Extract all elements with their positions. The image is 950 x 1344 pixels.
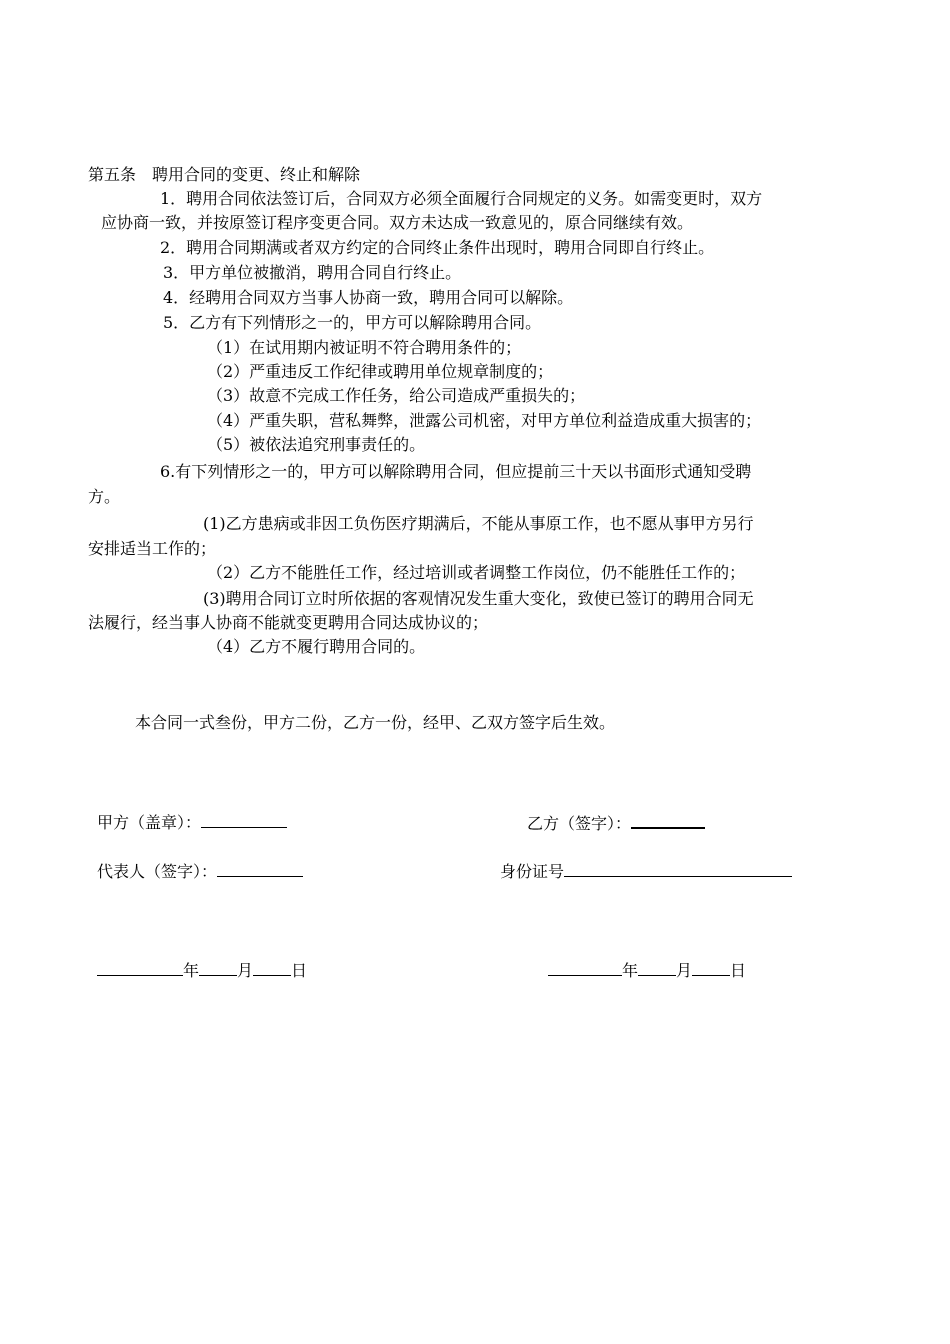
day-label: 日 (291, 961, 308, 980)
representative-signature-blank[interactable] (217, 862, 303, 877)
clause-2: 2．聘用合同期满或者双方约定的合同终止条件出现时，聘用合同即自行终止。 (160, 238, 715, 257)
representative-label: 代表人（签字）： (97, 862, 218, 881)
month-label: 月 (676, 961, 693, 980)
id-number-blank[interactable] (564, 862, 792, 877)
clause-6-line-2: 方。 (88, 487, 121, 506)
party-b-month-blank[interactable] (638, 961, 676, 976)
closing-statement: 本合同一式叁份，甲方二份，乙方一份，经甲、乙双方签字后生效。 (135, 713, 616, 732)
party-b-signature-field[interactable] (527, 813, 705, 834)
clause-5-item: （1）在试用期内被证明不符合聘用条件的； (207, 338, 522, 357)
clause-6-line-1: 6.有下列情形之一的，甲方可以解除聘用合同，但应提前三十天以书面形式通知受聘 (160, 462, 752, 481)
year-label: 年 (622, 961, 639, 980)
clause-1-line-1: 1．聘用合同依法签订后，合同双方必须全面履行合同规定的义务。如需变更时，双方 (160, 189, 763, 208)
party-a-day-blank[interactable] (253, 961, 291, 976)
day-label: 日 (730, 961, 747, 980)
year-label: 年 (183, 961, 200, 980)
clause-5-item: （5）被依法追究刑事责任的。 (207, 435, 426, 454)
id-number-label: 身份证号 (500, 862, 565, 881)
id-number-field[interactable] (500, 862, 792, 882)
clause-1-line-2: 应协商一致，并按原签订程序变更合同。双方未达成一致意见的，原合同继续有效。 (101, 213, 694, 232)
party-b-signature-blank[interactable] (631, 813, 705, 829)
party-b-label: 乙方（签字）： (527, 814, 632, 833)
party-b-day-blank[interactable] (692, 961, 730, 976)
clause-5-item: （3）故意不完成工作任务，给公司造成严重损失的； (207, 386, 586, 405)
party-a-label: 甲方（盖章）： (97, 813, 202, 832)
clause-3: 3．甲方单位被撤消，聘用合同自行终止。 (163, 263, 462, 282)
representative-signature-field[interactable] (97, 862, 303, 882)
article-heading: 第五条 聘用合同的变更、终止和解除 (88, 165, 361, 184)
clause-6-item-1-line-1: (1)乙方患病或非因工负伤医疗期满后，不能从事原工作，也不愿从事甲方另行 (203, 514, 754, 533)
month-label: 月 (237, 961, 254, 980)
clause-6-item-3-line-1: (3)聘用合同订立时所依据的客观情况发生重大变化，致使已签订的聘用合同无 (203, 589, 754, 608)
clause-5: 5．乙方有下列情形之一的，甲方可以解除聘用合同。 (163, 313, 542, 332)
clause-4: 4．经聘用合同双方当事人协商一致，聘用合同可以解除。 (163, 288, 574, 307)
party-a-month-blank[interactable] (199, 961, 237, 976)
party-b-year-blank[interactable] (548, 961, 622, 976)
clause-6-item-4: （4）乙方不履行聘用合同的。 (207, 637, 426, 656)
party-a-year-blank[interactable] (97, 961, 183, 976)
clause-5-item: （2）严重违反工作纪律或聘用单位规章制度的； (207, 362, 554, 381)
clause-6-item-2: （2）乙方不能胜任工作，经过培训或者调整工作岗位，仍不能胜任工作的； (207, 563, 746, 582)
party-b-date-field[interactable] (548, 961, 746, 981)
clause-5-item: （4）严重失职，营私舞弊，泄露公司机密，对甲方单位利益造成重大损害的； (207, 411, 762, 430)
clause-6-item-3-line-2: 法履行，经当事人协商不能就变更聘用合同达成协议的； (88, 613, 489, 632)
party-a-seal-field[interactable] (97, 813, 287, 833)
party-a-date-field[interactable] (97, 961, 307, 981)
clause-6-item-1-line-2: 安排适当工作的； (88, 539, 217, 558)
party-a-seal-blank[interactable] (201, 813, 287, 828)
